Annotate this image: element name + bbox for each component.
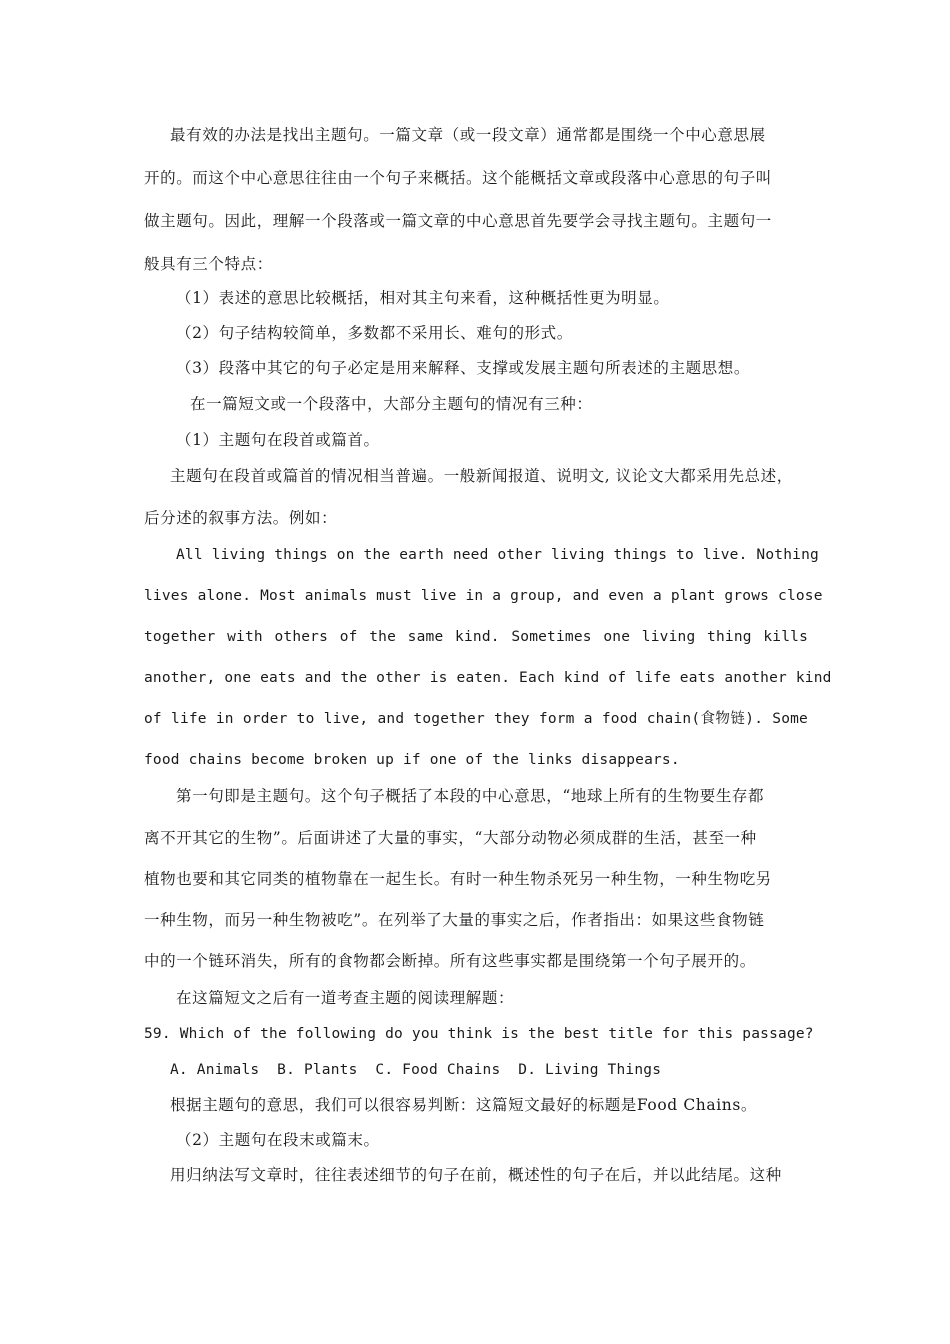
feature-1: （1）表述的意思比较概括，相对其主句来看，这种概括性更为明显。: [176, 289, 670, 307]
question-intro: 在这篇短文之后有一道考查主题的阅读理解题：: [176, 989, 515, 1007]
answer-explanation: 根据主题句的意思，我们可以很容易判断：这篇短文最好的标题是Food Chains。: [170, 1096, 757, 1114]
passage-line-2: lives alone. Most animals must live in a group, and even a plant grows close: [144, 588, 823, 604]
answer-options: A. Animals B. Plants C. Food Chains D. Living Things: [170, 1062, 662, 1078]
case-2-desc-line-1: 用归纳法写文章时，往往表述细节的句子在前，概述性的句子在后，并以此结尾。这种: [170, 1166, 782, 1184]
analysis-line-3: 植物也要和其它同类的植物靠在一起生长。有时一种生物杀死另一种生物，一种生物吃另: [144, 870, 772, 888]
case-2-heading: （2）主题句在段末或篇末。: [176, 1131, 380, 1149]
case-1-heading: （1）主题句在段首或篇首。: [176, 431, 380, 449]
case-1-desc-line-2: 后分述的叙事方法。例如：: [144, 509, 338, 527]
analysis-line-4: 一种生物，而另一种生物被吃”。在列举了大量的事实之后，作者指出：如果这些食物链: [144, 911, 765, 929]
feature-2: （2）句子结构较简单，多数都不采用长、难句的形式。: [176, 324, 573, 342]
intro-line-1: 最有效的办法是找出主题句。一篇文章（或一段文章）通常都是围绕一个中心意思展: [170, 126, 766, 144]
passage-line-1: All living things on the earth need other living things to live. Nothing: [176, 547, 819, 563]
passage-line-3: together with others of the same kind. Sometimes one living thing kills: [144, 629, 808, 645]
case-1-desc-line-1: 主题句在段首或篇首的情况相当普遍。一般新闻报道、说明文, 议论文大都采用先总述，: [170, 467, 793, 485]
analysis-line-1: 第一句即是主题句。这个句子概括了本段的中心意思，“地球上所有的生物要生存都: [176, 787, 765, 805]
passage-line-6: food chains become broken up if one of the links disappears.: [144, 752, 680, 768]
question-text: 59. Which of the following do you think is the best title for this passage?: [144, 1026, 814, 1042]
cases-intro: 在一篇短文或一个段落中，大部分主题句的情况有三种：: [190, 395, 593, 413]
passage-line-4: another, one eats and the other is eaten. Each kind of life eats another kind: [144, 670, 832, 686]
analysis-line-5: 中的一个链环消失，所有的食物都会断掉。所有这些事实都是围绕第一个句子展开的。: [144, 952, 756, 970]
intro-line-4: 般具有三个特点：: [144, 255, 273, 273]
analysis-line-2: 离不开其它的生物”。后面讲述了大量的事实，“大部分动物必须成群的生活，甚至一种: [144, 829, 757, 847]
intro-line-2: 开的。而这个中心意思往往由一个句子来概括。这个能概括文章或段落中心意思的句子叫: [144, 169, 772, 187]
passage-line-5: of life in order to live, and together they form a food chain(食物链). Some: [144, 711, 808, 727]
feature-3: （3）段落中其它的句子必定是用来解释、支撑或发展主题句所表述的主题思想。: [176, 359, 750, 377]
intro-line-3: 做主题句。因此，理解一个段落或一篇文章的中心意思首先要学会寻找主题句。主题句一: [144, 212, 772, 230]
